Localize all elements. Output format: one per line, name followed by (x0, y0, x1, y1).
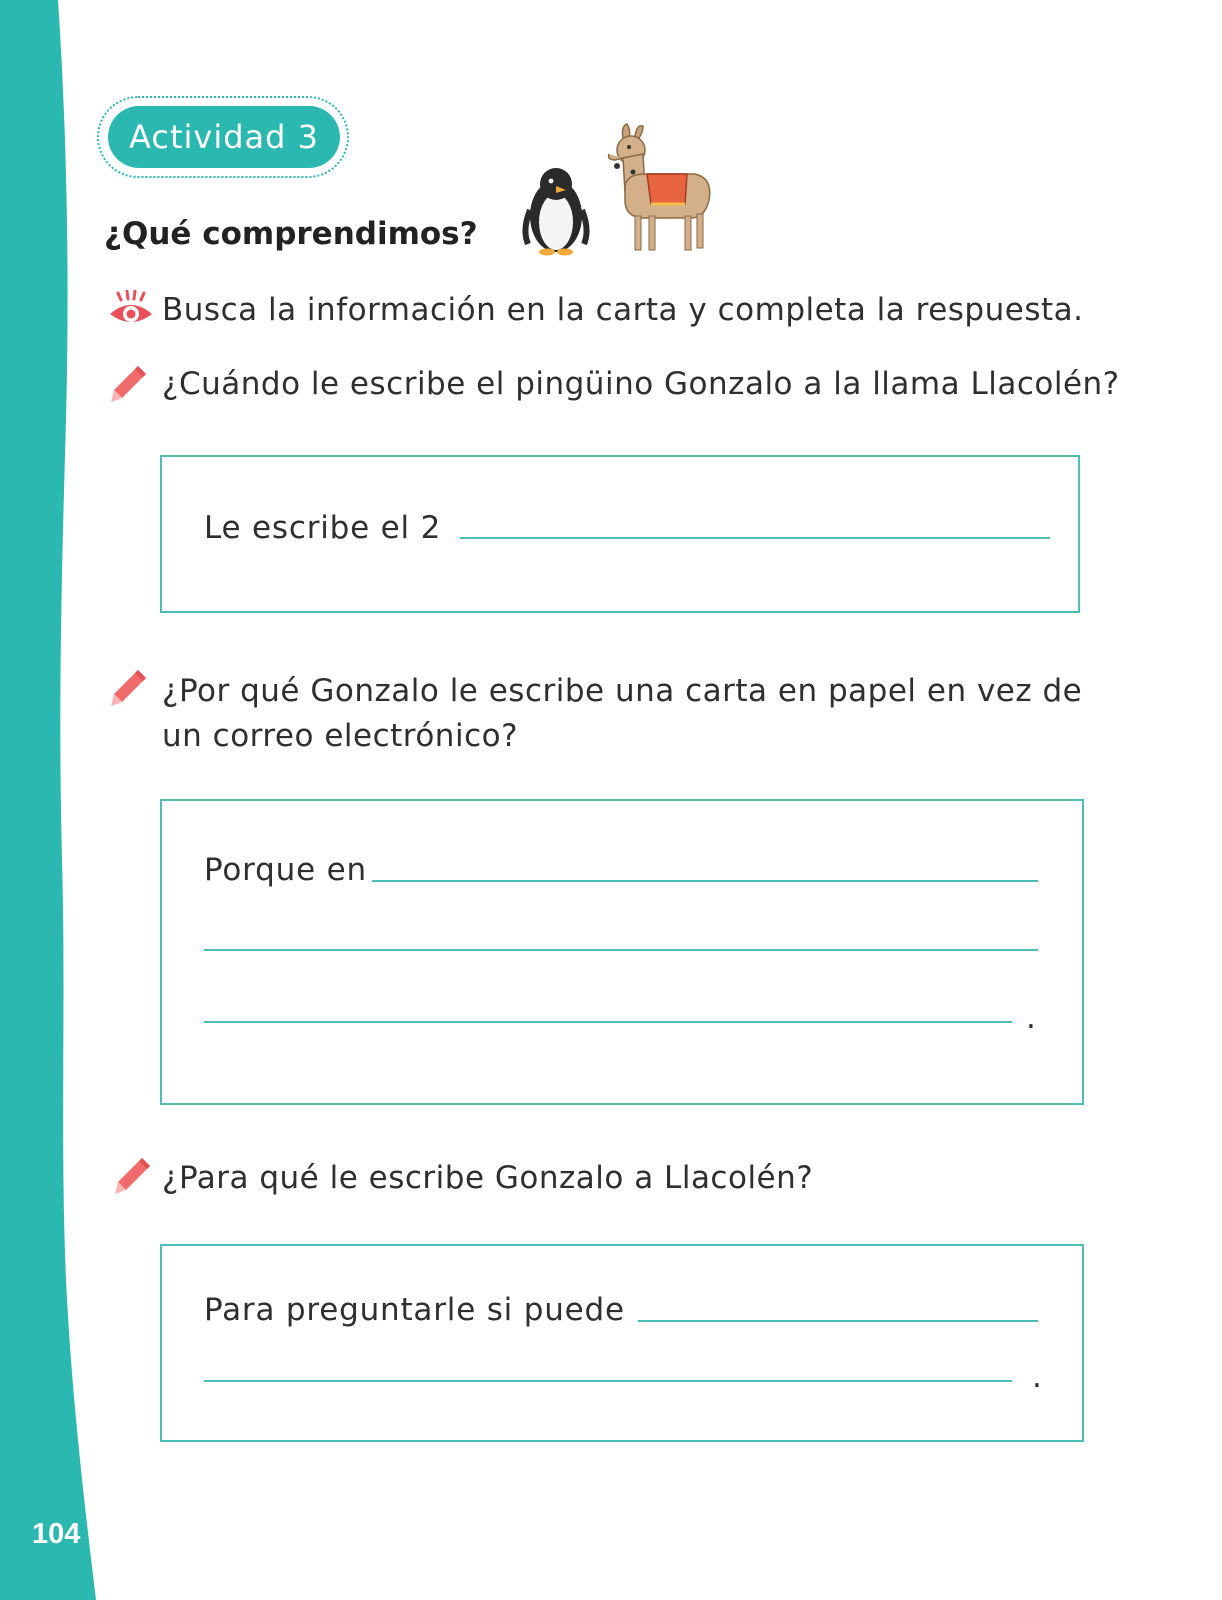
activity-badge: Actividad 3 (108, 106, 340, 168)
answer-line[interactable] (460, 537, 1050, 539)
page-number: 104 (32, 1518, 81, 1550)
answer-box-2 (160, 799, 1084, 1105)
instruction-text: Busca la información en la carta y completa la respuesta. (162, 292, 1084, 328)
answer-line[interactable] (372, 880, 1038, 882)
answer-prompt-3: Para preguntarle si puede (204, 1292, 625, 1328)
side-band (0, 0, 110, 1600)
pencil-icon (112, 1154, 154, 1196)
answer-line[interactable] (204, 1380, 1012, 1382)
llama-illustration (605, 120, 720, 255)
eye-icon (108, 290, 154, 330)
answer-line[interactable] (204, 1021, 1012, 1023)
section-subtitle: ¿Qué comprendimos? (104, 216, 478, 252)
pencil-icon (108, 666, 150, 708)
answer-prompt-1: Le escribe el 2 (204, 510, 442, 546)
question-3-text: ¿Para qué le escribe Gonzalo a Llacolén? (162, 1160, 814, 1196)
end-period: . (1032, 1359, 1042, 1395)
pencil-icon (108, 362, 150, 404)
question-2-line2: un correo electrónico? (162, 718, 519, 754)
penguin-illustration (520, 160, 592, 256)
answer-box-3 (160, 1244, 1084, 1442)
end-period: . (1026, 1000, 1036, 1036)
answer-line[interactable] (204, 949, 1038, 951)
answer-prompt-2: Porque en (204, 852, 367, 888)
question-1-text: ¿Cuándo le escribe el pingüino Gonzalo a la llama Llacolén? (162, 366, 1120, 402)
answer-line[interactable] (638, 1320, 1038, 1322)
question-2-line1: ¿Por qué Gonzalo le escribe una carta en papel en vez de (162, 673, 1083, 709)
